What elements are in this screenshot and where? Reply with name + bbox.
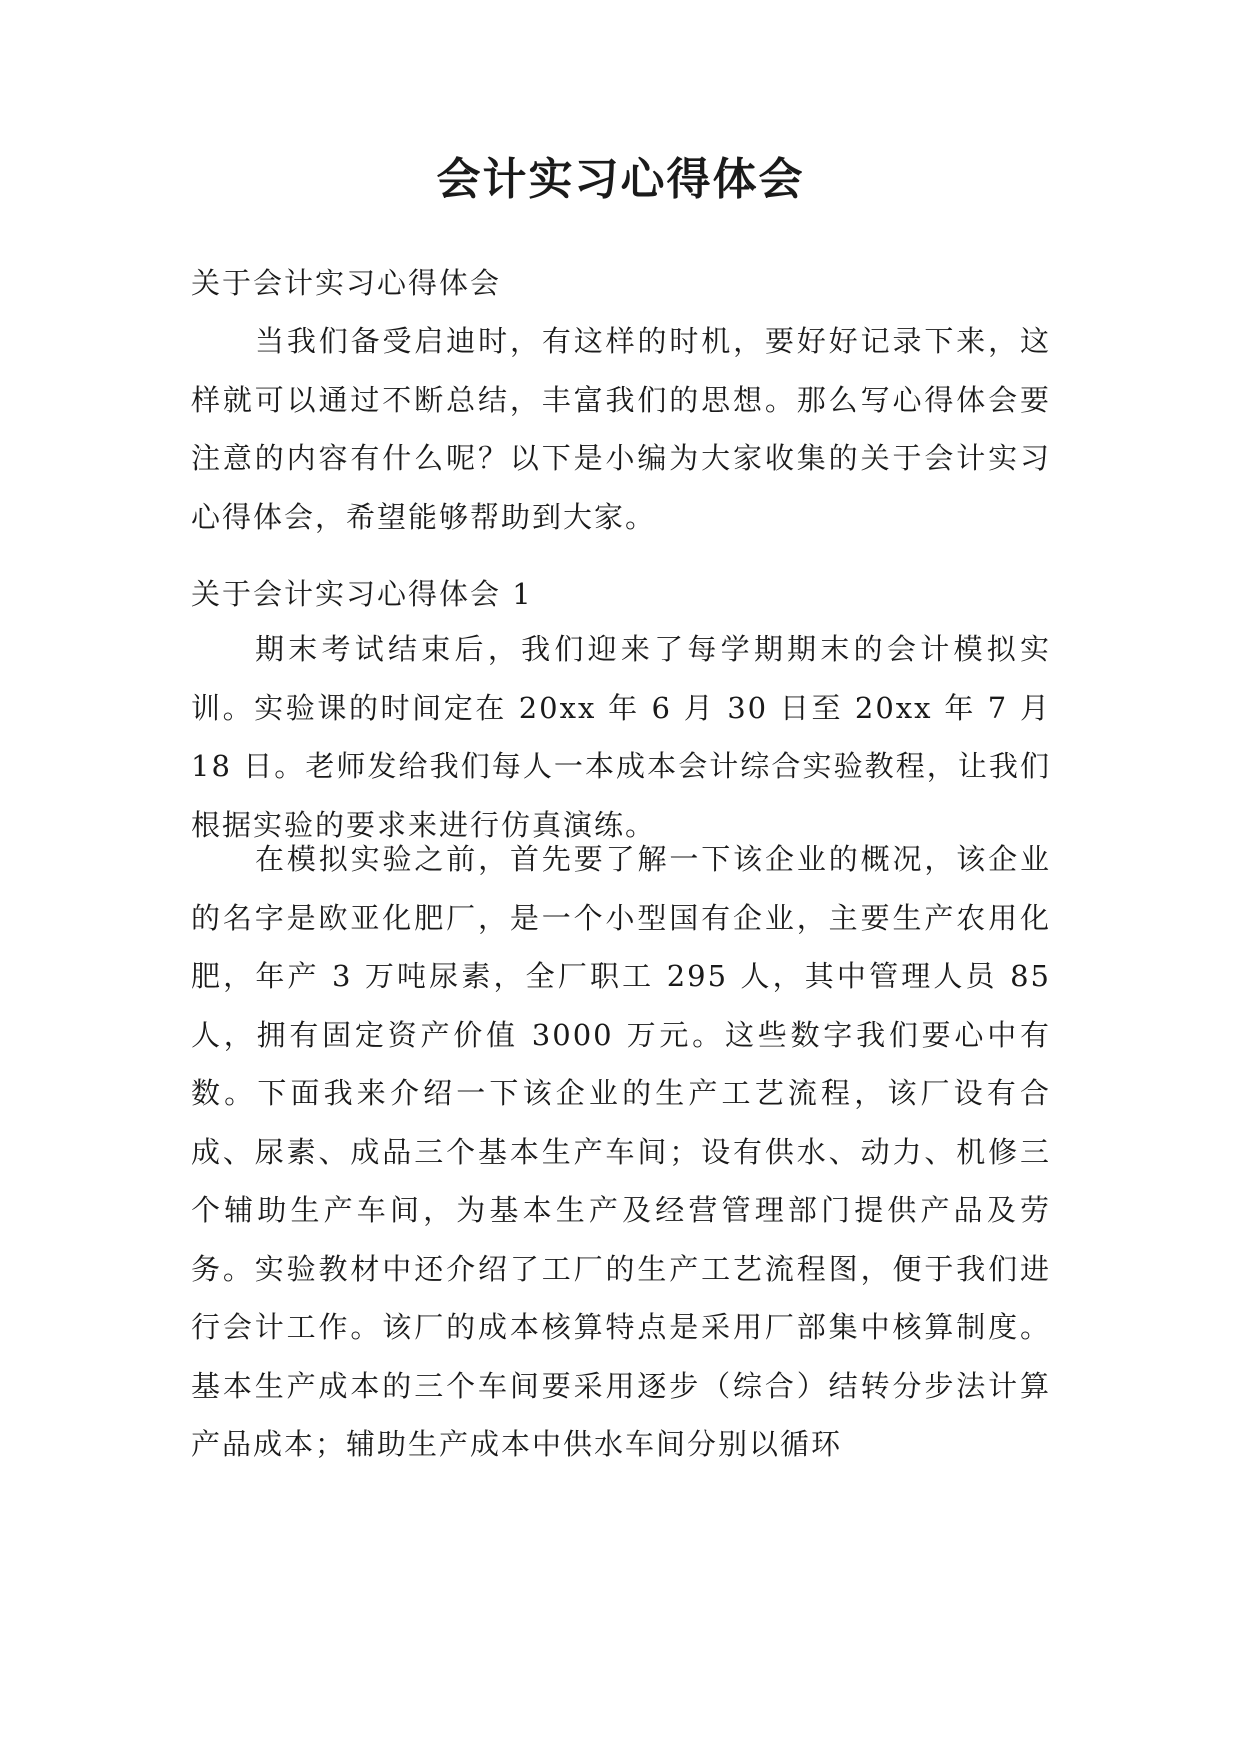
section-1-paragraph-2: 在模拟实验之前，首先要了解一下该企业的概况，该企业的名字是欧亚化肥厂，是一个小型国有企业，主要生产农用化肥，年产 3 万吨尿素，全厂职工 295 人，其中管理人员 85 人，拥有固定资产价值 3000 万元。这些数字我们要心中有数。下面我来介绍一下该企业的生产工艺流程，该厂设有合成、尿素、成品三个基本生产车间；设有供水、动力、机修三个辅助生产车间，为基本生产及经营管理部门提供产品及劳务。实验教材中还介绍了工厂的生产工艺流程图，便于我们进行会计工作。该厂的成本核算特点是采用厂部集中核算制度。基本生产成本的三个车间要采用逐步（综合）结转分步法计算产品成本；辅助生产成本中供水车间分别以循环 [191,842,1051,1461]
intro-heading: 关于会计实习心得体会 [191,266,502,300]
document-title: 会计实习心得体会 [436,154,805,205]
section-1-heading: 关于会计实习心得体会 1 [191,577,533,611]
section-1-paragraph-1: 期末考试结束后，我们迎来了每学期期末的会计模拟实训。实验课的时间定在 20xx 年 6 月 30 日至 20xx 年 7 月 18 日。老师发给我们每人一本成本会计综合实验教程，让我们根据实验的要求来进行仿真演练。 [191,632,1051,842]
intro-paragraph: 当我们备受启迪时，有这样的时机，要好好记录下来，这样就可以通过不断总结，丰富我们的思想。那么写心得体会要注意的内容有什么呢？以下是小编为大家收集的关于会计实习心得体会，希望能够帮助到大家。 [191,324,1051,534]
